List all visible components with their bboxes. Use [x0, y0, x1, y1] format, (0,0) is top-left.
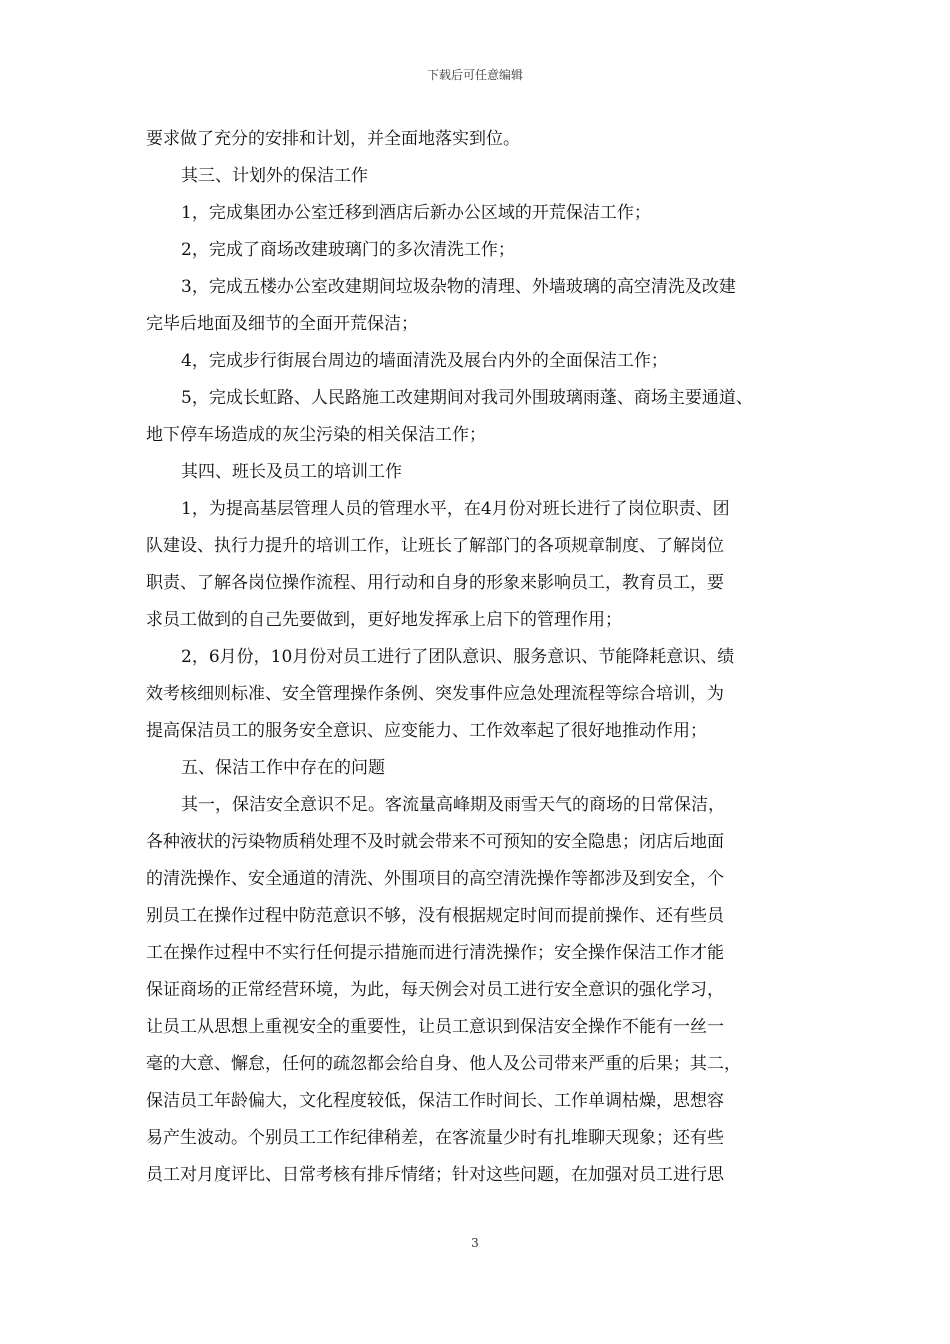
text-line: 毫的大意、懈怠，任何的疏忽都会给自身、他人及公司带来严重的后果；其二，: [146, 1054, 741, 1074]
list-item: 1，为提高基层管理人员的管理水平，在4月份对班长进行了岗位职责、团: [181, 499, 730, 519]
text-line: 别员工在操作过程中防范意识不够，没有根据规定时间而提前操作、还有些员: [146, 906, 724, 926]
text-line: 员工对月度评比、日常考核有排斥情绪；针对这些问题，在加强对员工进行思: [146, 1165, 724, 1185]
list-item: 4，完成步行街展台周边的墙面清洗及展台内外的全面保洁工作；: [181, 351, 668, 371]
section-heading: 其三、计划外的保洁工作: [181, 166, 368, 186]
text-line: 保证商场的正常经营环境，为此，每天例会对员工进行安全意识的强化学习，: [146, 980, 724, 1000]
page-header: 下载后可任意编辑: [426, 68, 523, 82]
paragraph-start: 其一，保洁安全意识不足。客流量高峰期及雨雪天气的商场的日常保洁，: [181, 795, 725, 815]
text-line: 提高保洁员工的服务安全意识、应变能力、工作效率起了很好地推动作用；: [146, 721, 707, 741]
list-item: 1，完成集团办公室迁移到酒店后新办公区域的开荒保洁工作；: [181, 203, 651, 223]
text-line: 易产生波动。个别员工工作纪律稍差，在客流量少时有扎堆聊天现象；还有些: [146, 1128, 724, 1148]
list-item: 2，6月份，10月份对员工进行了团队意识、服务意识、节能降耗意识、绩: [181, 647, 735, 667]
list-item: 2，完成了商场改建玻璃门的多次清洗工作；: [181, 240, 515, 260]
text-line: 效考核细则标准、安全管理操作条例、突发事件应急处理流程等综合培训，为: [146, 684, 724, 704]
section-heading: 五、保洁工作中存在的问题: [181, 758, 385, 778]
text-line: 保洁员工年龄偏大，文化程度较低，保洁工作时间长、工作单调枯燥，思想容: [146, 1091, 724, 1111]
text-line: 队建设、执行力提升的培训工作，让班长了解部门的各项规章制度、了解岗位: [146, 536, 724, 556]
list-item: 5，完成长虹路、人民路施工改建期间对我司外围玻璃雨蓬、商场主要通道、: [181, 388, 753, 408]
list-item: 3，完成五楼办公室改建期间垃圾杂物的清理、外墙玻璃的高空清洗及改建: [181, 277, 736, 297]
text-line: 地下停车场造成的灰尘污染的相关保洁工作；: [146, 425, 486, 445]
document-body: [146, 121, 822, 1194]
text-line: 要求做了充分的安排和计划，并全面地落实到位。: [146, 129, 520, 149]
text-line: 求员工做到的自己先要做到，更好地发挥承上启下的管理作用；: [146, 610, 622, 630]
section-heading: 其四、班长及员工的培训工作: [181, 462, 402, 482]
text-line: 的清洗操作、安全通道的清洗、外围项目的高空清洗操作等都涉及到安全，个: [146, 869, 724, 889]
text-line: 完毕后地面及细节的全面开荒保洁；: [146, 314, 418, 334]
text-line: 职责、了解各岗位操作流程、用行动和自身的形象来影响员工，教育员工，要: [146, 573, 724, 593]
text-line: 让员工从思想上重视安全的重要性，让员工意识到保洁安全操作不能有一丝一: [146, 1017, 724, 1037]
text-line: 各种液状的污染物质稍处理不及时就会带来不可预知的安全隐患；闭店后地面: [146, 832, 724, 852]
text-line: 工在操作过程中不实行任何提示措施而进行清洗操作；安全操作保洁工作才能: [146, 943, 724, 963]
page-number: 3: [471, 1236, 479, 1250]
